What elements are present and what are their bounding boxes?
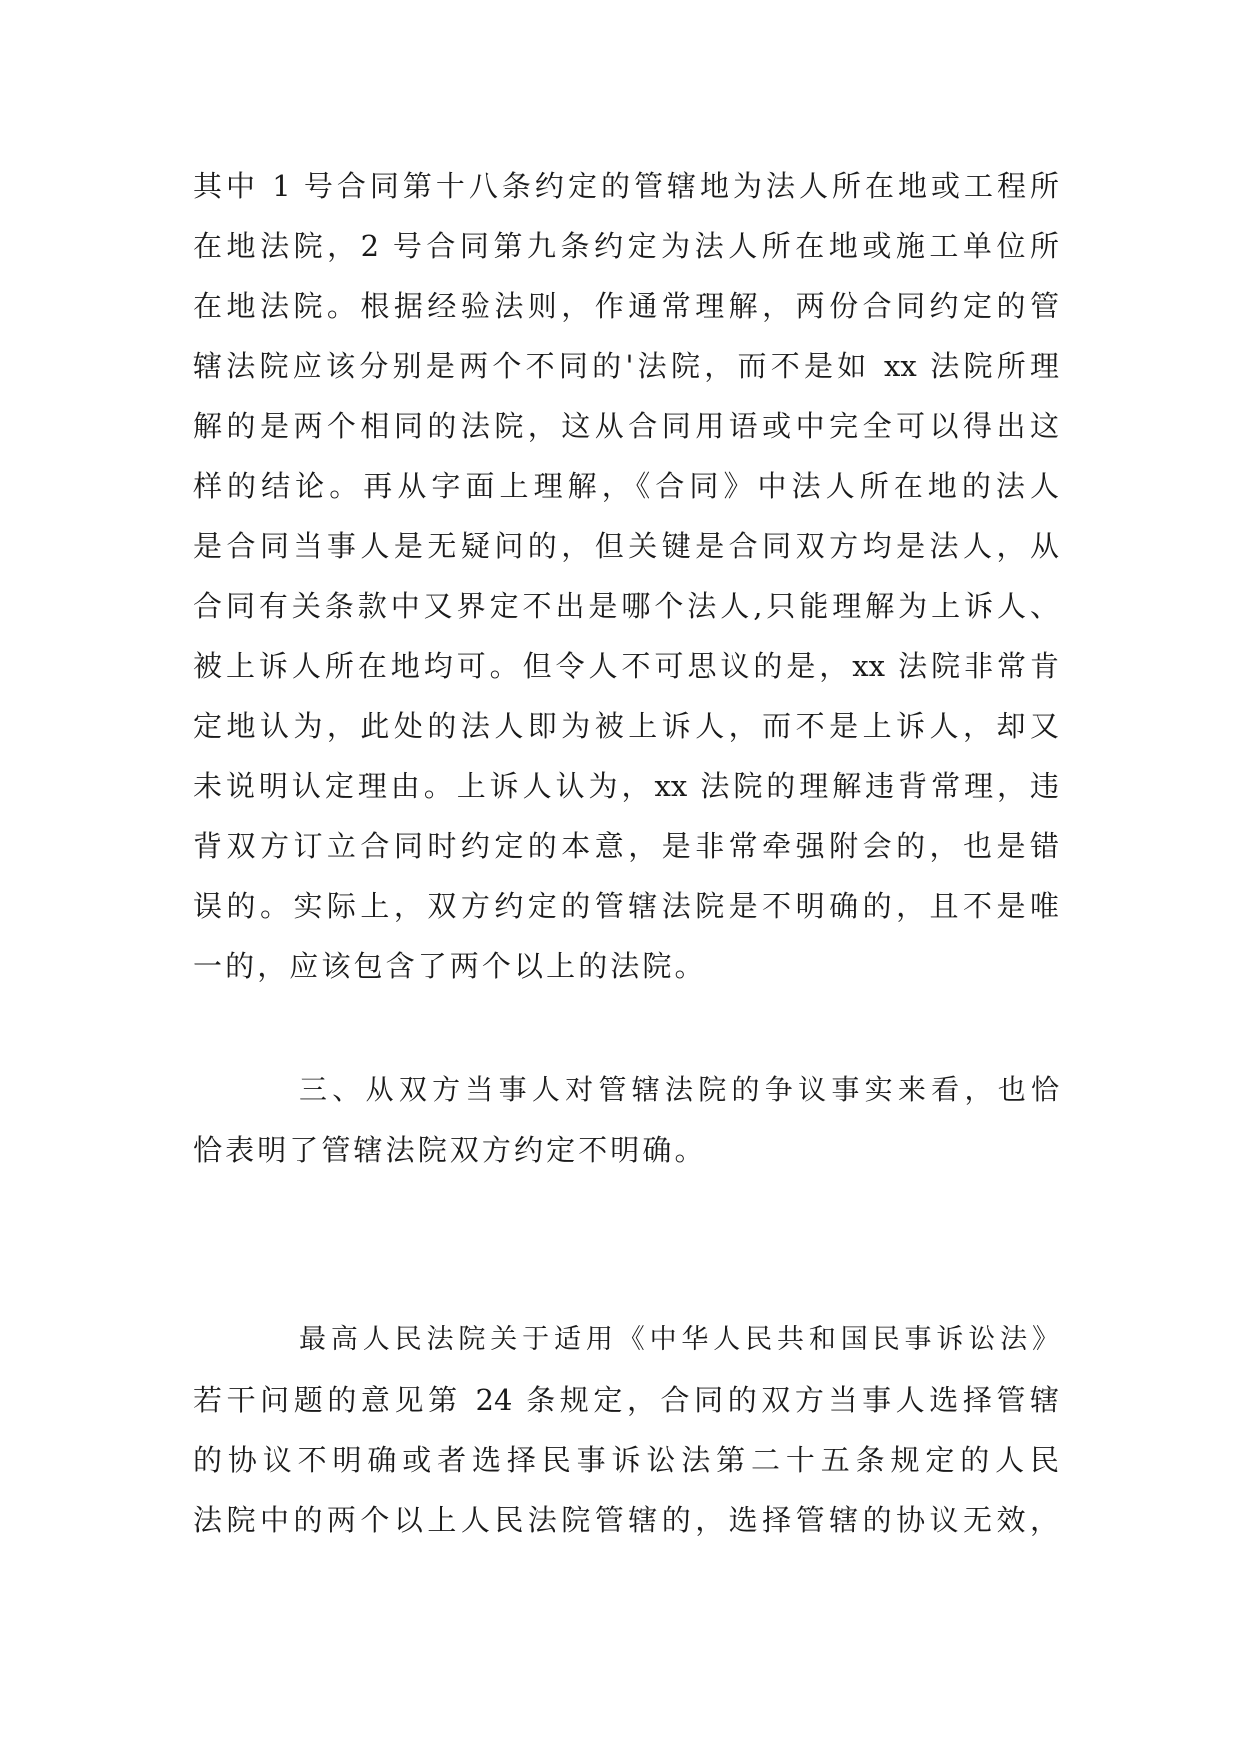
paragraph-line: 其中 1 号合同第十八条约定的管辖地为法人所在地或工程所 (193, 169, 1059, 203)
paragraph-line: 背双方订立合同时约定的本意，是非常牵强附会的，也是错 (193, 829, 1059, 863)
paragraph-line: 是合同当事人是无疑问的，但关键是合同双方均是法人，从 (193, 529, 1059, 563)
paragraph-line: 一的，应该包含了两个以上的法院。 (193, 949, 707, 983)
paragraph-line: 在地法院。根据经验法则，作通常理解，两份合同约定的管 (193, 289, 1059, 323)
paragraph-line: 的协议不明确或者选择民事诉讼法第二十五条规定的人民 (193, 1443, 1059, 1477)
paragraph-line: 最高人民法院关于适用《中华人民共和国民事诉讼法》 (299, 1324, 1059, 1355)
paragraph-line: 被上诉人所在地均可。但令人不可思议的是，xx 法院非常肯 (193, 649, 1059, 683)
paragraph-line: 法院中的两个以上人民法院管辖的，选择管辖的协议无效， (193, 1503, 1059, 1537)
paragraph-line: 恰表明了管辖法院双方约定不明确。 (193, 1133, 707, 1167)
paragraph-section-three (193, 1060, 1059, 1180)
paragraph-line: 若干问题的意见第 24 条规定，合同的双方当事人选择管辖 (193, 1383, 1059, 1417)
paragraph-line: 定地认为，此处的法人即为被上诉人，而不是上诉人，却又 (193, 709, 1059, 743)
paragraph-line: 辖法院应该分别是两个不同的'法院，而不是如 xx 法院所理 (193, 349, 1059, 383)
paragraph-line: 三、从双方当事人对管辖法院的争议事实来看，也恰 (299, 1073, 1059, 1106)
paragraph-line: 合同有关条款中又界定不出是哪个法人,只能理解为上诉人、 (193, 589, 1059, 623)
paragraph-line: 误的。实际上，双方约定的管辖法院是不明确的，且不是唯 (193, 889, 1059, 923)
paragraph-line: 样的结论。再从字面上理解，《合同》中法人所在地的法人 (193, 469, 1059, 503)
paragraph-line: 未说明认定理由。上诉人认为，xx 法院的理解违背常理，违 (193, 769, 1059, 803)
paragraph-line: 解的是两个相同的法院，这从合同用语或中完全可以得出这 (193, 409, 1059, 443)
paragraph-supreme-court-opinion (193, 1310, 1059, 1550)
paragraph-line: 在地法院，2 号合同第九条约定为法人所在地或施工单位所 (193, 229, 1059, 263)
paragraph-jurisdiction-analysis (193, 156, 1059, 996)
